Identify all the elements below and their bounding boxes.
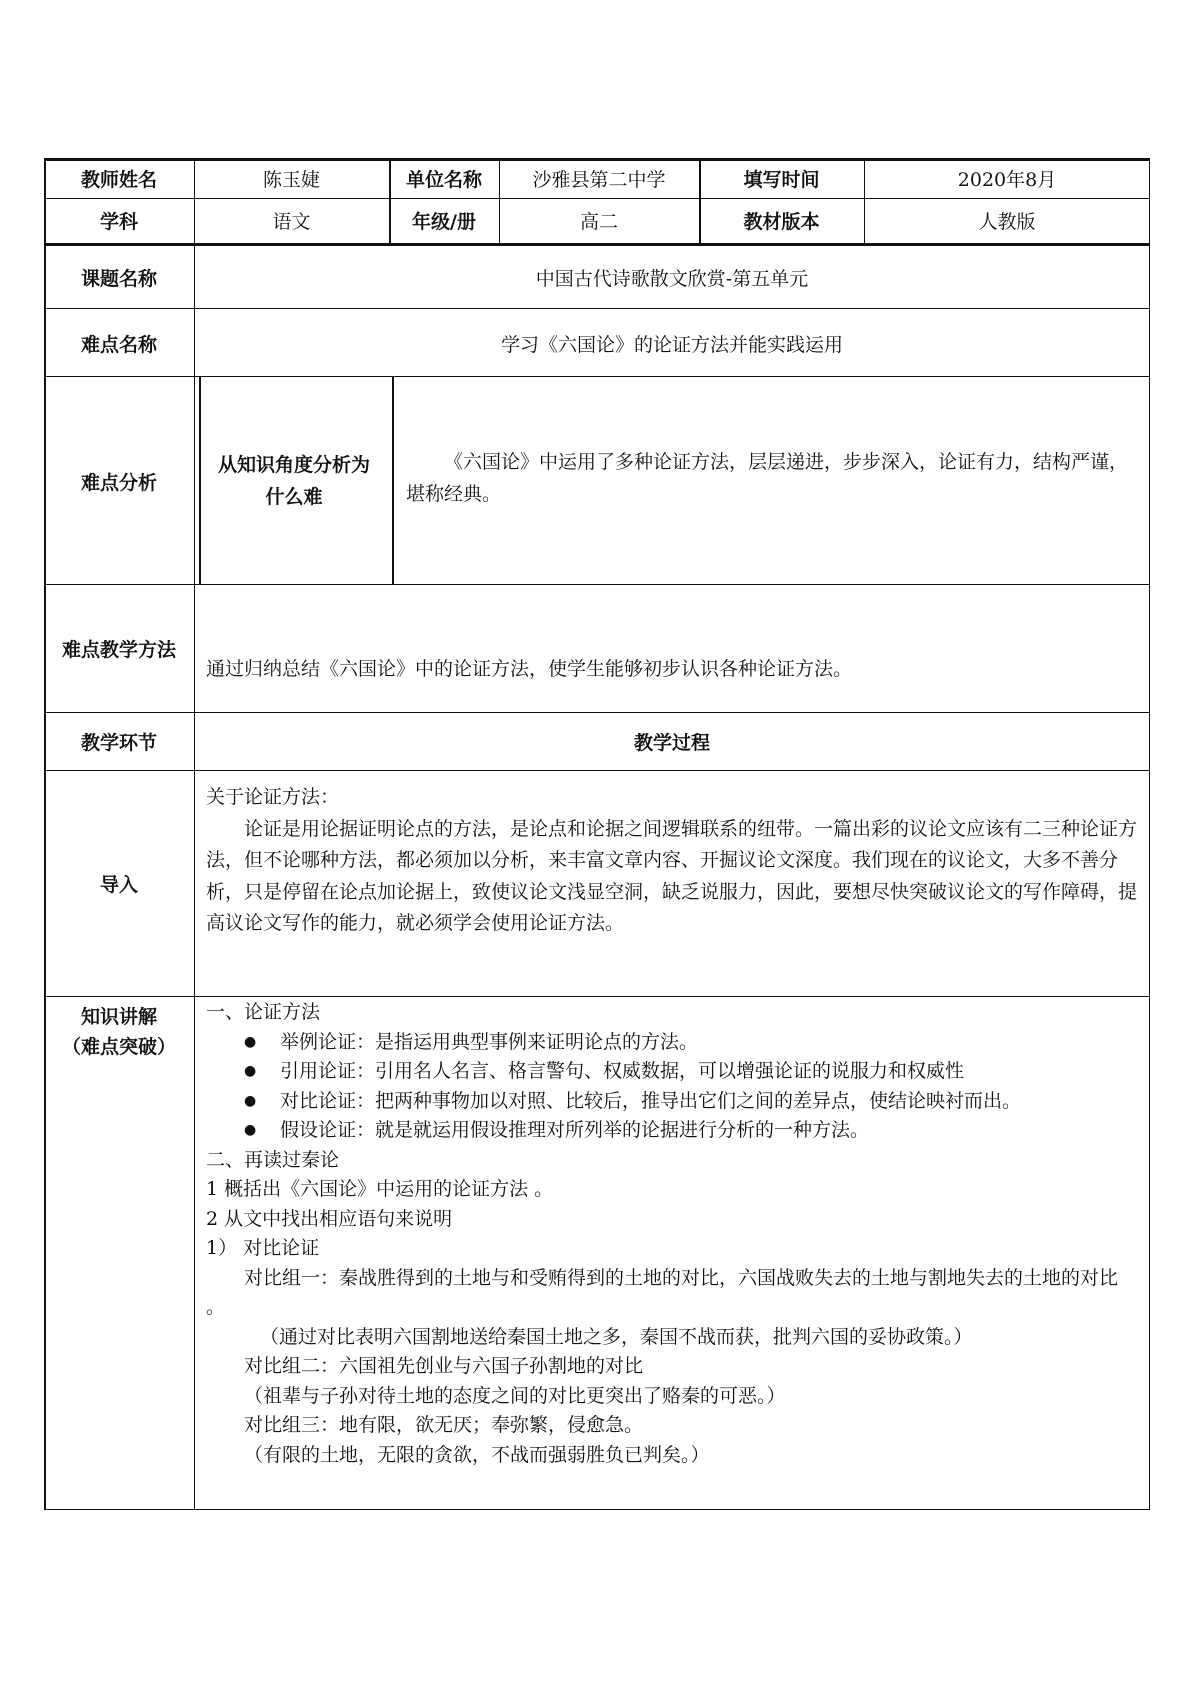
intro-heading: 关于论证方法： bbox=[206, 786, 340, 808]
row-divider bbox=[44, 376, 1150, 377]
grade-value: 高二 bbox=[579, 211, 618, 233]
bullet-item bbox=[206, 1116, 1138, 1146]
item-1: 1） 对比论证 bbox=[206, 1237, 320, 1259]
process-title: 教学过程 bbox=[633, 731, 710, 754]
step-2: 2 从文中找出相应语句来说明 bbox=[206, 1207, 453, 1230]
unit-name-label: 单位名称 bbox=[405, 168, 482, 191]
bullet-icon: ● bbox=[244, 1063, 257, 1079]
contrast-group-1-note: （通过对比表明六国割地送给秦国土地之多，秦国不战而获，批判六国的妥协政策。） bbox=[260, 1325, 973, 1348]
intro-text: 论证是用论据证明论点的方法，是论点和论据之间逻辑联系的纽带。一篇出彩的议论文应该有二三种论证方法，但不论哪种方法，都必须加以分析，来丰富文章内容、开掘议论文深度。我们现在的议论文，大多不善分析，只是停留在论点加论据上，致使议论文浅显空洞，缺乏说服力，因此，要想尽快突破议论文的写作障碍，提高议论文写作的能力，就必须学会使用论证方法。 bbox=[206, 817, 1138, 934]
subject-label: 学科 bbox=[99, 211, 138, 233]
method-label: 难点教学方法 bbox=[61, 638, 176, 661]
border-bottom bbox=[44, 1509, 1150, 1510]
teacher-name-label: 教师姓名 bbox=[80, 168, 157, 191]
edition-label: 教材版本 bbox=[743, 211, 820, 233]
col-divider bbox=[864, 158, 865, 243]
knowledge-label-line2: （难点突破） bbox=[61, 1036, 176, 1058]
difficulty-value: 学习《六国论》的论证方法并能实践运用 bbox=[500, 333, 843, 356]
row-divider bbox=[44, 584, 1150, 585]
bullet-item bbox=[206, 1028, 1138, 1058]
contrast-group-1: 对比组一：秦战胜得到的土地与和受贿得到的土地的对比，六国战败失去的土地与割地失去的土地的对比 。 bbox=[206, 1266, 1119, 1318]
bullet-text: 引用论证：引用名人名言、格言警句、权威数据，可以增强论证的说服力和权威性 bbox=[280, 1060, 965, 1082]
edition-value: 人教版 bbox=[978, 211, 1036, 233]
bullet-icon: ● bbox=[244, 1033, 257, 1050]
row-divider bbox=[44, 243, 1150, 246]
col-divider bbox=[389, 158, 391, 243]
contrast-group-2: 对比组二：六国祖先创业与六国子孙割地的对比 bbox=[244, 1355, 644, 1377]
row-divider bbox=[44, 198, 1150, 199]
knowledge-label-line1: 知识讲解 bbox=[80, 1006, 157, 1028]
difficulty-label: 难点名称 bbox=[80, 333, 157, 356]
intro-content bbox=[194, 782, 1150, 940]
step-1: 1 概括出《六国论》中运用的论证方法 。 bbox=[206, 1178, 554, 1200]
analysis-text: 《六国论》中运用了多种论证方法，层层递进，步步深入，论证有力，结构严谨，堪称经典。 bbox=[406, 451, 1129, 505]
fill-date-label: 填写时间 bbox=[743, 168, 820, 191]
contrast-group-3: 对比组三：地有限，欲无厌；奉弥繁，侵愈急。 bbox=[244, 1414, 644, 1436]
bullet-icon: ● bbox=[244, 1092, 257, 1109]
bullet-icon: ● bbox=[244, 1122, 257, 1138]
border-top bbox=[44, 158, 1150, 161]
col-divider bbox=[194, 158, 195, 1510]
row-divider bbox=[44, 996, 1150, 997]
contrast-group-2-note: （祖辈与子孙对待土地的态度之间的对比更突出了赂秦的可恶。） bbox=[244, 1384, 786, 1407]
topic-value: 中国古代诗歌散文欣赏-第五单元 bbox=[535, 267, 809, 290]
row-divider bbox=[44, 770, 1150, 771]
teacher-name-value: 陈玉婕 bbox=[262, 168, 320, 191]
row-divider bbox=[44, 308, 1150, 309]
method-text: 通过归纳总结《六国论》中的论证方法，使学生能够初步认识各种论证方法。 bbox=[206, 658, 853, 680]
lesson-plan-table bbox=[44, 158, 1150, 1510]
bullet-text: 举例论证：是指运用典型事例来证明论点的方法。 bbox=[280, 1030, 699, 1053]
fill-date-value: 2020年8月 bbox=[957, 168, 1057, 191]
knowledge-label bbox=[44, 1002, 194, 1062]
process-step-label: 教学环节 bbox=[80, 731, 157, 754]
section-2-title: 二、再读过秦论 bbox=[206, 1148, 340, 1171]
bullet-text: 对比论证：把两种事物加以对照、比较后，推导出它们之间的差异点，使结论映衬而出。 bbox=[280, 1089, 1022, 1112]
section-1-title: 一、论证方法 bbox=[206, 1001, 321, 1023]
analysis-sub-label: 从知识角度分析为什么难 bbox=[217, 454, 370, 508]
bullet-item bbox=[206, 1087, 1138, 1117]
bullet-text: 假设论证：就是就运用假设推理对所列举的论据进行分析的一种方法。 bbox=[280, 1119, 870, 1141]
topic-label: 课题名称 bbox=[80, 267, 157, 290]
bullet-item bbox=[206, 1057, 1138, 1087]
col-divider bbox=[499, 158, 500, 243]
col-divider bbox=[392, 376, 394, 584]
col-divider-double bbox=[199, 376, 201, 584]
intro-label: 导入 bbox=[99, 873, 138, 896]
col-divider bbox=[699, 158, 701, 243]
unit-name-value: 沙雅县第二中学 bbox=[532, 168, 666, 191]
row-divider bbox=[44, 712, 1150, 713]
border-left bbox=[44, 158, 46, 1510]
subject-value: 语文 bbox=[272, 211, 311, 233]
grade-label: 年级/册 bbox=[412, 211, 476, 233]
analysis-label: 难点分析 bbox=[80, 471, 157, 494]
knowledge-content bbox=[194, 998, 1150, 1470]
border-right bbox=[1149, 158, 1150, 1510]
contrast-group-3-note: （有限的土地，无限的贪欲，不战而强弱胜负已判矣。） bbox=[244, 1443, 710, 1466]
